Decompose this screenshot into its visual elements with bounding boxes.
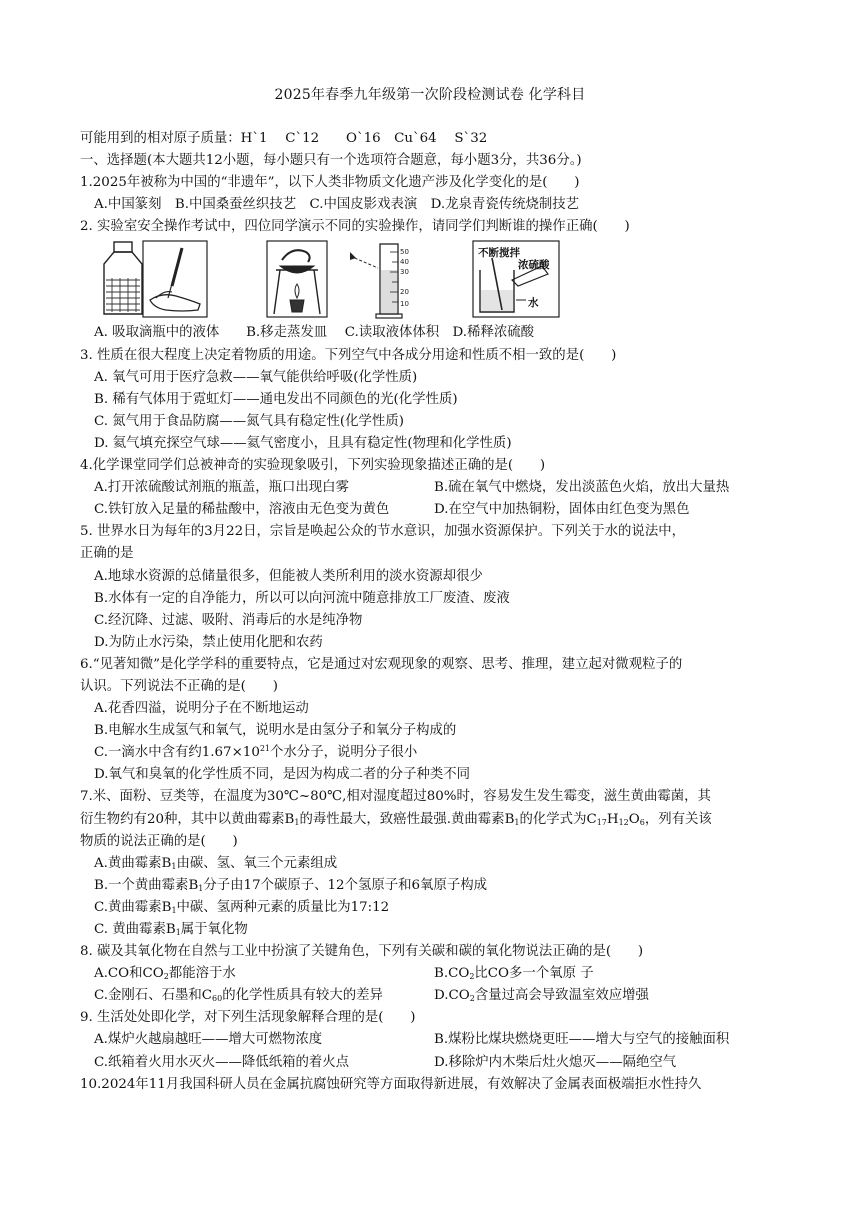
q7-sub: 6 — [639, 817, 645, 827]
question-2-stem: 2. 实验室安全操作考试中，四位同学演示不同的实验操作，请同学们判断谁的操作正确( ) — [80, 219, 630, 235]
acid-dilution-figure — [472, 240, 560, 318]
question-5-option-c: C.经沉降、过滤、吸附、消毒后的水是纯净物 — [94, 612, 363, 628]
question-4-options-ab — [80, 477, 780, 499]
question-6-stem-1: 6.“见著知微”是化学学科的重要特点，它是通过对宏观现象的观察、思考、推理，建立起对微观粒子的 — [80, 656, 683, 672]
question-6-option-d: D.氧气和臭氧的化学性质不同，是因为构成二者的分子种类不同 — [94, 767, 471, 783]
q7c-post: 中碳、氢两种元素的质量比为17:12 — [176, 899, 390, 915]
question-9-option-b: B.煤粉比煤块燃烧更旺——增大与空气的接触面积 — [434, 1032, 730, 1048]
question-5-option-b: B.水体有一定的自净能力，所以可以向河流中随意排放工厂废渣、废液 — [94, 590, 510, 606]
q8-sub: 2 — [469, 994, 475, 1004]
svg-text:40: 40 — [400, 258, 409, 267]
question-3-option-b: B. 稀有气体用于霓虹灯——通电发出不同颜色的光(化学性质) — [94, 391, 458, 407]
question-10-stem: 10.2024年11月我国科研人员在金属抗腐蚀研究等方面取得新进展，有效解决了金属表面极端拒水性持久 — [80, 1076, 702, 1092]
question-8-option-c — [94, 985, 434, 1007]
q8b-pre: B.CO — [434, 966, 470, 982]
question-7-stem-3: 物质的说法正确的是( ) — [80, 833, 238, 849]
q8d-post: 含量过高会导致温室效应增强 — [474, 988, 649, 1004]
question-5-option-d: D.为防止水污染，禁止使用化肥和农药 — [94, 634, 323, 650]
q8b-post: 比CO多一个氧原 子 — [474, 966, 594, 982]
q7-s2d: H — [606, 811, 619, 827]
question-5-option-a: A.地球水资源的总储量很多，但能被人类所利用的淡水资源却很少 — [94, 568, 483, 584]
question-5-stem-1: 5. 世界水日为每年的3月22日，宗旨是唤起公众的节水意识，加强水资源保护。下列关于水的说法中， — [80, 524, 685, 540]
question-2-figures — [80, 240, 780, 320]
question-1-stem: 1.2025年被称为中国的“非遗年”，以下人类非物质文化遗产涉及化学变化的是( ) — [80, 175, 580, 191]
question-6-option-c — [80, 742, 780, 764]
q7c-pre: C.黄曲霉素B — [94, 899, 172, 915]
q7-sub: 1 — [171, 861, 177, 871]
question-8-option-a — [94, 963, 434, 985]
q7-sub: 12 — [618, 817, 629, 827]
question-4-options-cd — [80, 499, 780, 521]
q8-sub: 2 — [469, 972, 475, 982]
water-label: 水 — [528, 297, 539, 310]
q7d-pre: C. 黄曲霉素B — [94, 922, 176, 937]
question-1-options: A.中国篆刻 B.中国桑蚕丝织技艺 C.中国皮影戏表演 D.龙泉青瓷传统烧制技艺 — [94, 197, 580, 213]
question-7-stem-2 — [80, 809, 780, 831]
graduated-cylinder-figure — [348, 240, 410, 320]
q7b-post: 分子由17个碳原子、12个氢原子和6氧原子构成 — [203, 877, 488, 893]
atomic-masses: 可能用到的相对原子质量：H`1 C`12 O`16 Cu`64 S`32 — [80, 131, 488, 146]
q6c-exponent: 21 — [259, 744, 271, 754]
q8-sub: 2 — [163, 972, 169, 982]
question-4-option-c: C.铁钉放入足量的稀盐酸中，溶液由无色变为黄色 — [94, 502, 390, 518]
q7-sub: 1 — [171, 905, 177, 915]
question-8-options-cd — [80, 985, 780, 1007]
q8-sub: 60 — [212, 994, 223, 1004]
question-3-option-a: A. 氧气可用于医疗急救——氧气能供给呼吸(化学性质) — [94, 369, 418, 385]
evaporating-dish-figure — [266, 240, 328, 318]
question-5-stem-2: 正确的是 — [80, 546, 134, 562]
q6c-pre: C.一滴水中含有约1.67×10 — [94, 745, 260, 761]
question-7-option-d — [80, 919, 780, 941]
question-4-stem: 4.化学课堂同学们总被神奇的实验现象吸引，下列实验现象描述正确的是( ) — [80, 458, 546, 474]
svg-text:10: 10 — [400, 300, 409, 309]
q7-sub: 1 — [294, 817, 300, 827]
q7-sub: 1 — [514, 817, 520, 827]
question-8-stem: 8. 碳及其氧化物在自然与工业中扮演了关键角色，下列有关碳和碳的氧化物说法正确的是( ) — [80, 944, 644, 960]
page-title: 2025年春季九年级第一次阶段检测试卷 化学科目 — [274, 87, 586, 103]
q7d-post: 属于氧化物 — [180, 922, 248, 937]
q7-sub: 17 — [596, 817, 607, 827]
question-8-option-d — [434, 985, 649, 1007]
question-4-option-a: A.打开浓硫酸试剂瓶的瓶盖，瓶口出现白雾 — [94, 480, 349, 496]
q8c-post: 的化学性质具有较大的差异 — [222, 988, 383, 1004]
q7-s2a: 衍生物约有20种，其中以黄曲霉素B — [80, 811, 295, 827]
q7a-pre: A.黄曲霉素B — [94, 855, 172, 871]
svg-text:20: 20 — [400, 288, 409, 297]
question-9-option-a: A.煤炉火越扇越旺——增大可燃物浓度 — [94, 1032, 323, 1048]
question-7-stem-1: 7.米、面粉、豆类等，在温度为30℃~80℃,相对湿度超过80%时，容易发生发生霉变，滋生黄曲霉菌，其 — [80, 789, 711, 805]
question-6-stem-2: 认识。下列说法不正确的是( ) — [80, 678, 278, 694]
question-3-stem: 3. 性质在很大程度上决定着物质的用途。下列空气中各成分用途和性质不相一致的是( ) — [80, 347, 617, 363]
question-9-option-c: C.纸箱着火用水灭火——降低纸箱的着火点 — [94, 1054, 350, 1070]
svg-text:30: 30 — [400, 268, 409, 277]
question-8-option-b — [434, 963, 594, 985]
q8a-pre: A.CO和CO — [94, 966, 164, 982]
question-8-options-ab — [80, 963, 780, 985]
question-9-option-d: D.移除炉内木柴后灶火熄灭——隔绝空气 — [434, 1054, 677, 1070]
q7-s2e: O — [628, 811, 640, 827]
question-6-option-b: B.电解水生成氢气和氧气，说明水是由氢分子和氧分子构成的 — [94, 723, 457, 739]
svg-text:50: 50 — [400, 248, 409, 257]
question-4-option-d: D.在空气中加热铜粉，固体由红色变为黑色 — [434, 502, 690, 518]
q7-sub: 1 — [198, 883, 204, 893]
question-6-option-a: A.花香四溢，说明分子在不断地运动 — [94, 701, 309, 717]
question-9-options-cd — [80, 1052, 780, 1074]
q8d-pre: D.CO — [434, 988, 470, 1004]
q7-s2b: 的毒性最大，致癌性最强.黄曲霉素B — [299, 811, 515, 827]
question-3-option-c: C. 氮气用于食品防腐——氮气具有稳定性(化学性质) — [94, 413, 404, 429]
q8c-pre: C.金刚石、石墨和C — [94, 988, 213, 1004]
question-2-options: A. 吸取滴瓶中的液体 B.移走蒸发皿 C.读取液体体积 D.稀释浓硫酸 — [94, 325, 535, 341]
q8a-post: 都能溶于水 — [168, 966, 236, 982]
q7-s2c: 的化学式为C — [519, 811, 597, 827]
question-4-option-b: B.硫在氧气中燃烧，发出淡蓝色火焰，放出大量热 — [434, 480, 730, 496]
q7b-pre: B.一个黄曲霉素B — [94, 877, 199, 893]
acid-label: 浓硫酸 — [518, 259, 550, 272]
hand-dropper-figure — [142, 240, 208, 318]
question-9-options-ab — [80, 1029, 780, 1051]
question-3-option-d: D. 氦气填充探空气球——氦气密度小，且具有稳定性(物理和化学性质) — [94, 435, 512, 451]
q7-s2f: ，列有关该 — [644, 811, 712, 827]
exam-content — [80, 128, 780, 1096]
q7a-post: 由碳、氢、氧三个元素组成 — [176, 855, 338, 871]
question-7-option-b — [80, 875, 780, 897]
dropper-bottle-figure — [100, 240, 146, 318]
section-heading: 一、选择题(本大题共12小题，每小题只有一个选项符合题意，每小题3分，共36分。) — [80, 153, 582, 169]
q7-sub: 1 — [175, 928, 181, 937]
question-7-option-a — [80, 853, 780, 875]
question-7-option-c — [80, 897, 780, 919]
stir-label: 不断搅拌 — [478, 247, 520, 260]
question-9-stem: 9. 生活处处即化学，对下列生活现象解释合理的是( ) — [80, 1010, 416, 1026]
q6c-post: 个水分子，说明分子很小 — [270, 745, 418, 761]
